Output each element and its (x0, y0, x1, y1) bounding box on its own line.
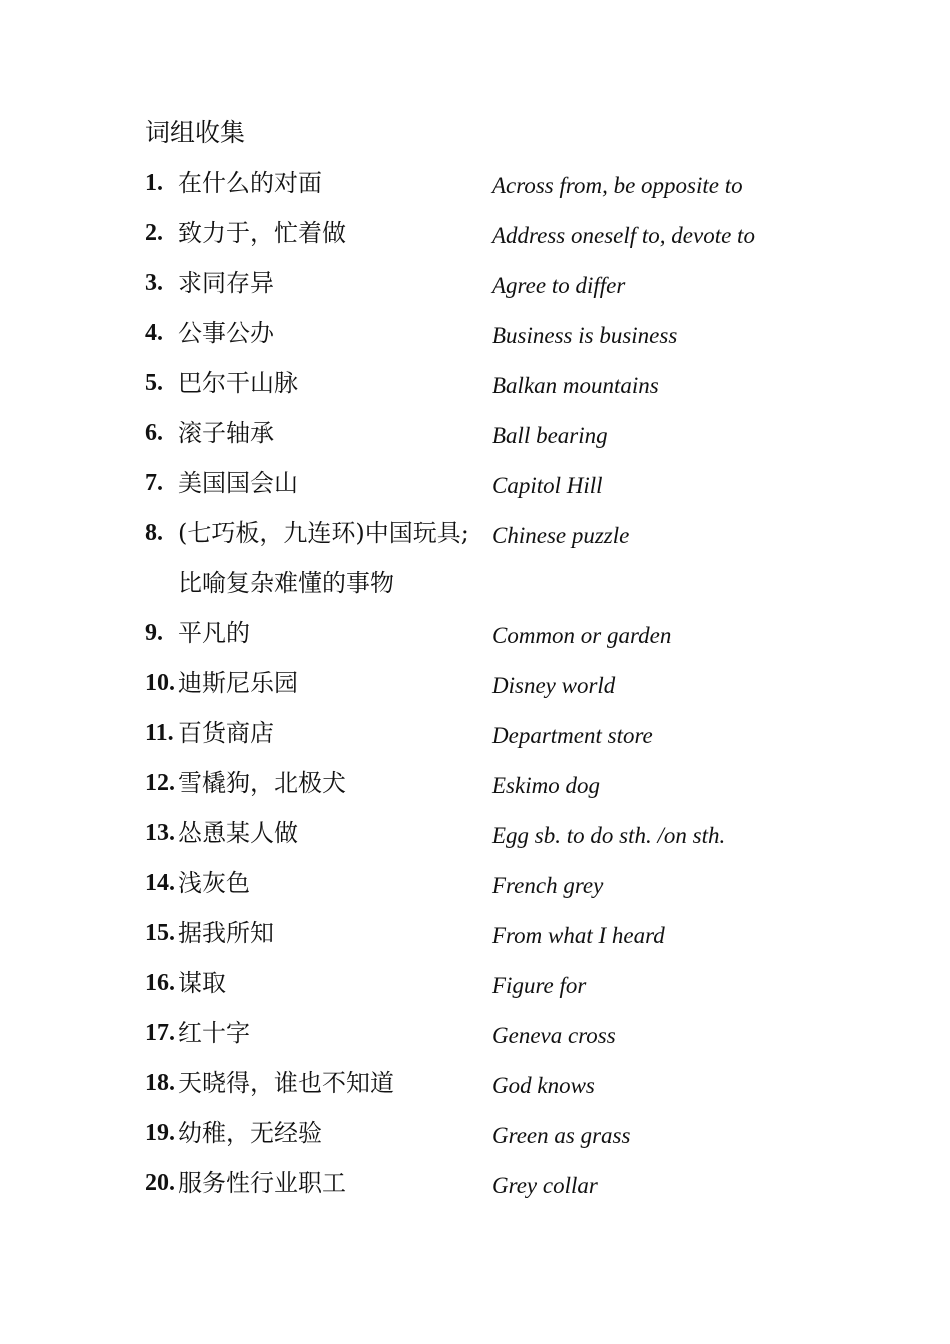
english-phrase: Balkan mountains (492, 373, 659, 398)
chinese-phrase: 浅灰色 (178, 869, 250, 897)
item-number: 2. (145, 220, 163, 246)
english-phrase: Across from, be opposite to (492, 173, 743, 198)
english-phrase: Agree to differ (492, 273, 626, 298)
english-phrase: Disney world (492, 673, 616, 698)
chinese-phrase: 谋取 (178, 969, 226, 997)
chinese-phrase: 滚子轴承 (178, 419, 274, 447)
english-phrase: Department store (492, 723, 653, 748)
page-title: 词组收集 (145, 118, 246, 147)
chinese-phrase: 幼稚，无经验 (178, 1119, 322, 1147)
item-number: 7. (145, 470, 163, 496)
english-phrase: From what I heard (492, 923, 665, 948)
phrase-list (145, 166, 845, 1216)
item-number: 9. (145, 620, 163, 646)
english-phrase: Egg sb. to do sth. /on sth. (492, 823, 726, 848)
item-number: 14. (145, 870, 175, 896)
item-number: 8. (145, 520, 163, 546)
item-number: 19. (145, 1120, 175, 1146)
item-number: 5. (145, 370, 163, 396)
item-number: 17. (145, 1020, 175, 1046)
english-phrase: Common or garden (492, 623, 672, 648)
chinese-phrase: 在什么的对面 (178, 169, 322, 197)
item-number: 15. (145, 920, 175, 946)
list-item (145, 1166, 845, 1216)
english-phrase: God knows (492, 1073, 595, 1098)
chinese-phrase: 平凡的 (178, 619, 250, 647)
chinese-phrase: (七巧板，九连环)中国玩具;比喻复杂难懂的事物 (178, 519, 469, 597)
chinese-phrase: 天晓得，谁也不知道 (178, 1069, 394, 1097)
chinese-phrase: 怂恿某人做 (178, 819, 298, 847)
english-phrase: Figure for (492, 973, 587, 998)
chinese-phrase: 求同存异 (178, 269, 274, 297)
chinese-phrase: 红十字 (178, 1019, 250, 1047)
english-phrase: Business is business (492, 323, 678, 348)
english-phrase: Grey collar (492, 1173, 598, 1198)
item-number: 1. (145, 170, 163, 196)
english-phrase: Geneva cross (492, 1023, 616, 1048)
list-item (145, 516, 845, 616)
item-number: 18. (145, 1070, 175, 1096)
item-number: 6. (145, 420, 163, 446)
chinese-phrase: 雪橇狗，北极犬 (178, 769, 346, 797)
english-phrase: Green as grass (492, 1123, 631, 1148)
item-number: 3. (145, 270, 163, 296)
item-number: 20. (145, 1170, 175, 1196)
item-number: 16. (145, 970, 175, 996)
chinese-phrase: 服务性行业职工 (178, 1169, 346, 1197)
item-number: 13. (145, 820, 175, 846)
english-phrase: Address oneself to, devote to (492, 223, 755, 248)
english-phrase: Chinese puzzle (492, 523, 630, 548)
chinese-phrase: 美国国会山 (178, 469, 298, 497)
item-number: 12. (145, 770, 175, 796)
item-number: 11. (145, 720, 174, 746)
chinese-phrase: 据我所知 (178, 919, 274, 947)
english-phrase: Ball bearing (492, 423, 608, 448)
english-phrase: Eskimo dog (492, 773, 600, 798)
chinese-phrase: 巴尔干山脉 (178, 369, 298, 397)
chinese-phrase: 百货商店 (178, 719, 274, 747)
item-number: 4. (145, 320, 163, 346)
item-number: 10. (145, 670, 175, 696)
chinese-phrase: 公事公办 (178, 319, 274, 347)
english-phrase: French grey (492, 873, 604, 898)
english-phrase: Capitol Hill (492, 473, 603, 498)
chinese-phrase: 致力于，忙着做 (178, 219, 346, 247)
chinese-phrase: 迪斯尼乐园 (178, 669, 298, 697)
